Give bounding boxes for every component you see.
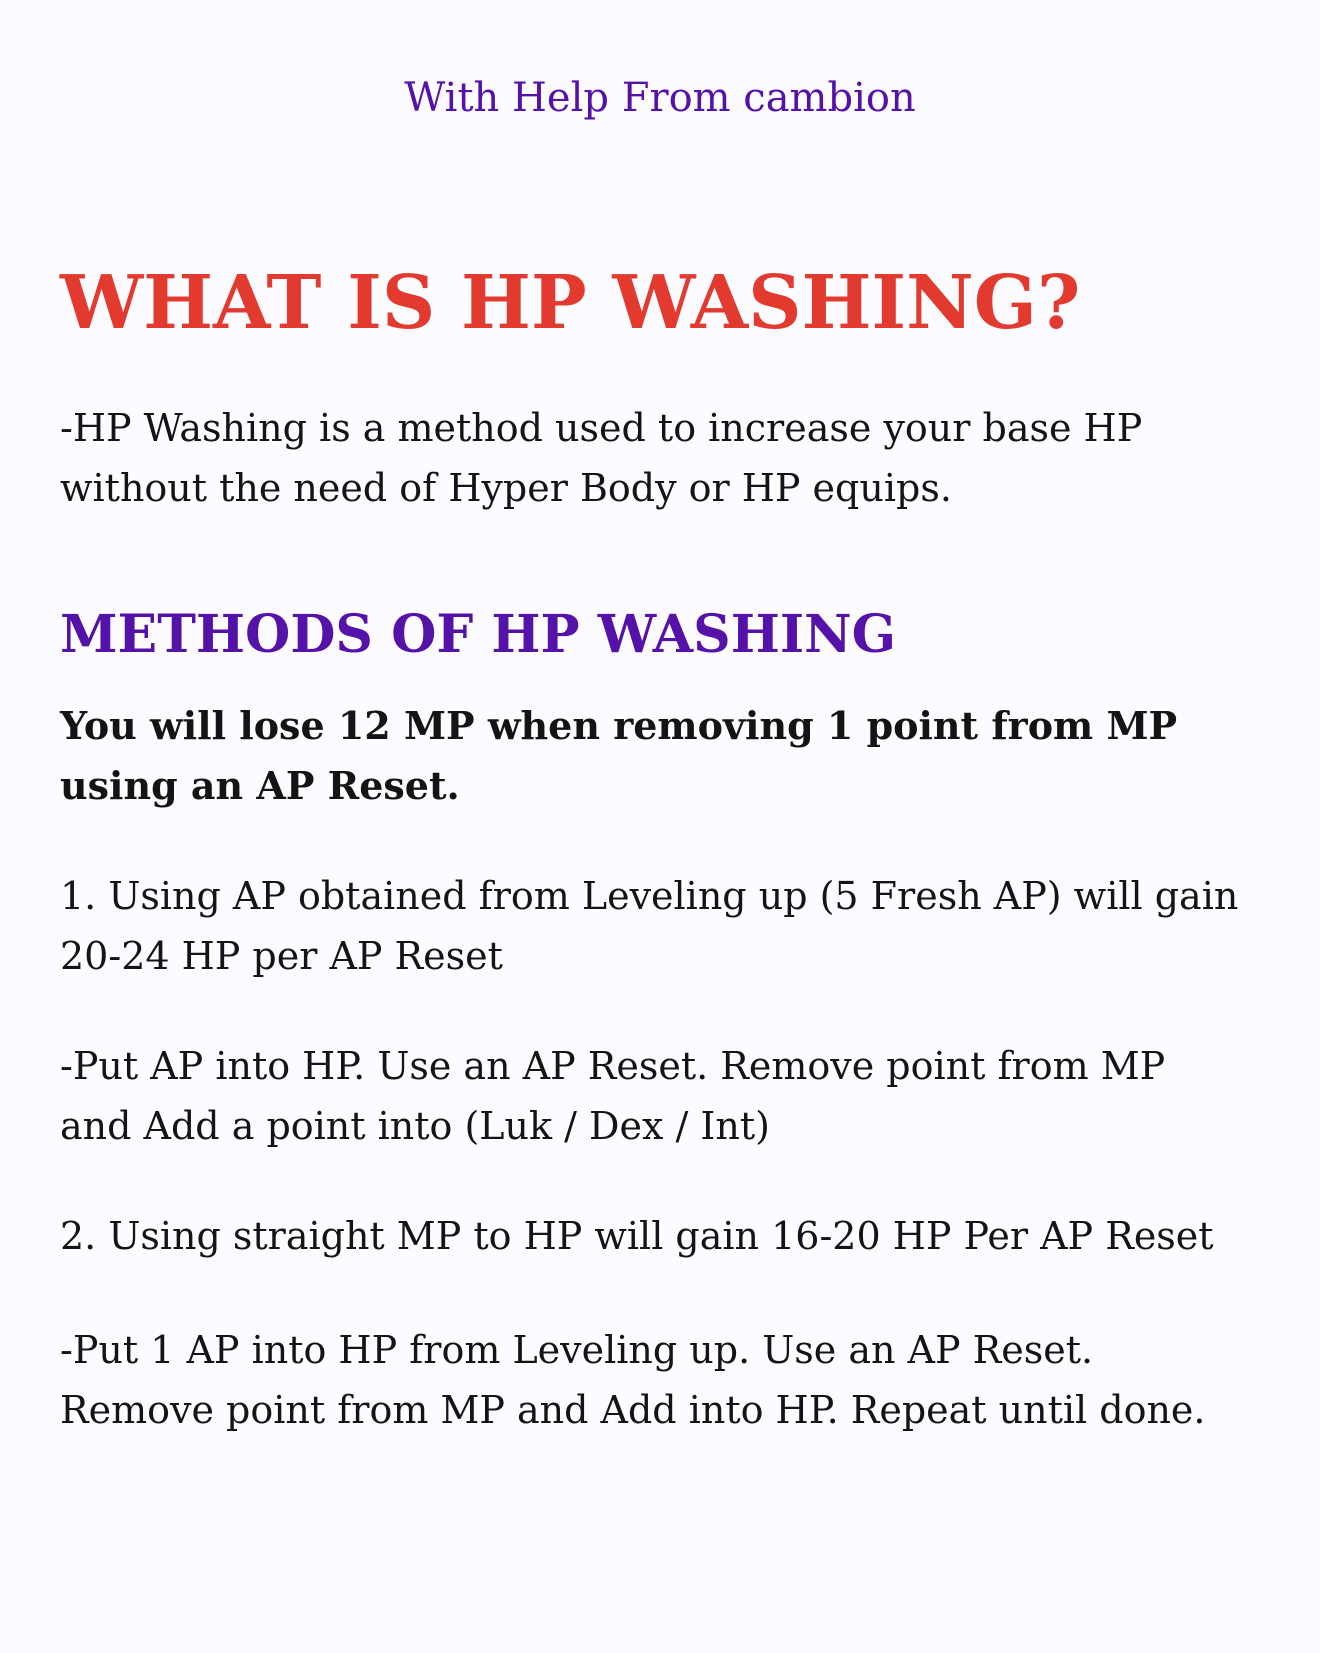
warning-line-2: using an AP Reset.	[60, 763, 460, 808]
method-1-line-2: 20-24 HP per AP Reset	[60, 934, 503, 978]
method-1-steps-line-1: -Put AP into HP. Use an AP Reset. Remove point from MP	[60, 1044, 1166, 1088]
method-2-steps-line-2: Remove point from MP and Add into HP. Repeat until done.	[60, 1388, 1206, 1432]
method-1-paragraph	[60, 866, 1270, 986]
methods-heading: METHODS OF HP WASHING	[60, 604, 897, 665]
intro-line-1: -HP Washing is a method used to increase your base HP	[60, 406, 1143, 450]
credit-line: With Help From cambion	[404, 75, 916, 121]
page-title: WHAT IS HP WASHING?	[60, 260, 1081, 346]
intro-paragraph	[60, 398, 1270, 518]
intro-line-2: without the need of Hyper Body or HP equips.	[60, 466, 952, 510]
method-2-paragraph	[60, 1206, 1270, 1266]
method-2-steps-paragraph	[60, 1320, 1270, 1440]
method-1-line-1: 1. Using AP obtained from Leveling up (5 Fresh AP) will gain	[60, 874, 1239, 918]
method-1-steps-line-2: and Add a point into (Luk / Dex / Int)	[60, 1104, 770, 1148]
method-2-line-1: 2. Using straight MP to HP will gain 16-20 HP Per AP Reset	[60, 1214, 1214, 1258]
warning-paragraph	[60, 696, 1270, 816]
warning-line-1: You will lose 12 MP when removing 1 point from MP	[60, 703, 1178, 748]
method-1-steps-paragraph	[60, 1036, 1270, 1156]
method-2-steps-line-1: -Put 1 AP into HP from Leveling up. Use an AP Reset.	[60, 1328, 1094, 1372]
